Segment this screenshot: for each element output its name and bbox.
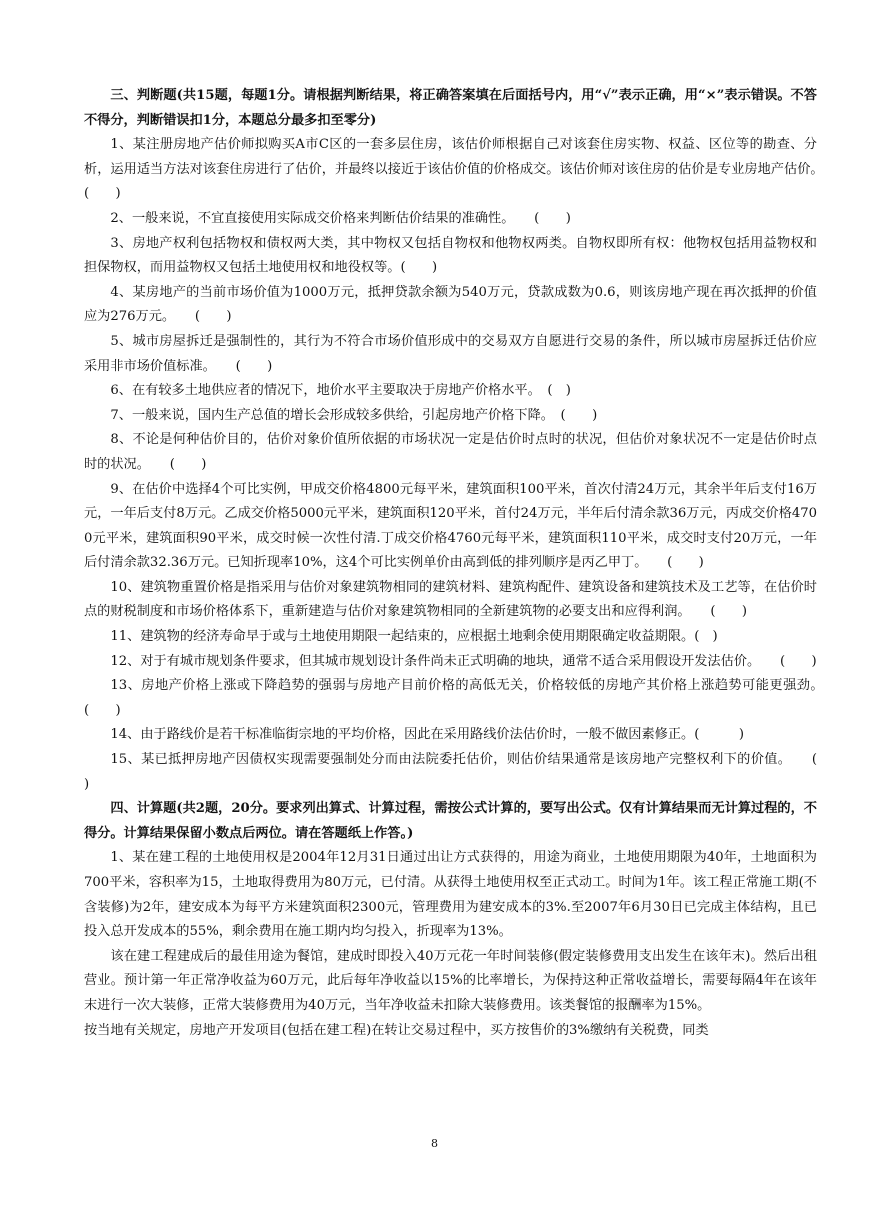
question-3-13: 13、房地产价格上涨或下降趋势的强弱与房地产目前价格的高低无关，价格较低的房地产其价格上涨趋势可能更强劲。 ( ) [84,678,844,718]
question-3-15: 15、某已抵押房地产因债权实现需要强制处分而由法院委托估价，则估价结果通常是该房地产完整权利下的价值。 ( ) [84,752,844,792]
question-3-4: 4、某房地产的当前市场价值为1000万元，抵押贷款余额为540万元，贷款成数为0.6，则该房地产现在再次抵押的价值应为276万元。 ( ) [84,284,817,325]
question-3-6: 6、在有较多土地供应者的情况下，地价水平主要取决于房地产价格水平。 ( ) [110,383,571,399]
question-3-2: 2、一般来说，不宜直接使用实际成交价格来判断估价结果的准确性。 ( ) [110,210,571,226]
question-3-14: 14、由于路线价是若干标准临街宗地的平均价格，因此在采用路线价法估价时，一般不做因素修正。( ) [110,727,745,743]
question-4-1-paragraph-2: 该在建工程建成后的最佳用途为餐馆，建成时即投入40万元花一年时间装修(假定装修费用支出发生在该年末)。然后出租营业。预计第一年正常净收益为60万元，此后每年净收益以15%的比率增长，为保持这种正常收益增长，需要每隔4年在该年末进行一次大装修，正常大装修费用为40万元，当年净收益未扣除大装修费用。该类餐馆的报酬率为15%。 [84,948,817,1013]
question-3-9: 9、在估价中选择4个可比实例，甲成交价格4800元每平米，建筑面积100平米，首次付清24万元，其余半年后支付16万元，一年后支付8万元。乙成交价格5000元平米，建筑面积120平米，首付24万元，半年后付清余款36万元，丙成交价格4700元平米，建筑面积90平米，成交时候一次性付清.丁成交价格4760元每平米，建筑面积110平米，成交时支付20万元，一年后付清余款32.36万元。已知折现率10%，这4个可比实例单价由高到低的排列顺序是丙乙甲丁。 ( ) [84,481,817,571]
document-page [84,84,844,1043]
page-number: 8 [431,1137,438,1150]
question-3-11: 11、建筑物的经济寿命早于或与土地使用期限一起结束的，应根据土地剩余使用期限确定收益期限。( ) [110,629,718,645]
question-3-1: 1、某注册房地产估价师拟购买A市C区的一套多层住房，该估价师根据自己对该套住房实物、权益、区位等的勘查、分析，运用适当方法对该套住房进行了估价，并最终以接近于该估价值的价格成交。该估价师对该住房的估价是专业房地产估价。 ( ) [84,137,844,202]
question-4-1-paragraph-3: 按当地有关规定，房地产开发项目(包括在建工程)在转让交易过程中，买方按售价的3%缴纳有关税费，同类 [84,1022,709,1038]
question-3-8: 8、不论是何种估价目的，估价对象价值所依据的市场状况一定是估价时点时的状况，但估价对象状况不一定是估价时点时的状况。 ( ) [84,432,817,472]
question-3-10: 10、建筑物重置价格是指采用与估价对象建筑物相同的建筑材料、建筑构配件、建筑设备和建筑技术及工艺等，在估价时点的财税制度和市场价格体系下，重新建造与估价对象建筑物相同的全新建筑物的必要支出和应得利润。 ( ) [84,579,817,620]
question-3-3: 3、房地产权利包括物权和债权两大类，其中物权又包括自物权和他物权两类。自物权即所有权：他物权包括用益物权和担保物权，而用益物权又包括土地使用权和地役权等。( ) [84,235,817,276]
question-3-5: 5、城市房屋拆迁是强制性的，其行为不符合市场价值形成中的交易双方自愿进行交易的条件，所以城市房屋拆迁估价应采用非市场价值标准。 ( ) [84,333,817,374]
question-4-1-paragraph-1: 1、某在建工程的土地使用权是2004年12月31日通过出让方式获得的，用途为商业，土地使用期限为40年，土地面积为700平米，容积率为15，土地取得费用为80万元，已付清。从获得土地使用权至正式动工。时间为1年。该工程正常施工期(不含装修)为2年，建安成本为每平方米建筑面积2300元，管理费用为建安成本的3%.至2007年6月30日已完成主体结构，且已投入总开发成本的55%，剩余费用在施工期内均匀投入，折现率为13%。 [84,850,817,940]
section-3-heading: 三、判断题(共15题，每题1分。请根据判断结果，将正确答案填在后面括号内，用“√”表示正确，用“×”表示错误。不答不得分，判断错误扣1分，本题总分最多扣至零分) [84,88,817,128]
question-3-7: 7、一般来说，国内生产总值的增长会形成较多供给，引起房地产价格下降。 ( ) [110,407,598,423]
question-3-12: 12、对于有城市规划条件要求，但其城市规划设计条件尚未正式明确的地块，通常不适合采用假设开发法估价。 ( ) [110,653,817,669]
section-4-heading: 四、计算题(共2题，20分。要求列出算式、计算过程，需按公式计算的，要写出公式。仅有计算结果而无计算过程的，不得分。计算结果保留小数点后两位。请在答题纸上作答。) [84,801,817,841]
